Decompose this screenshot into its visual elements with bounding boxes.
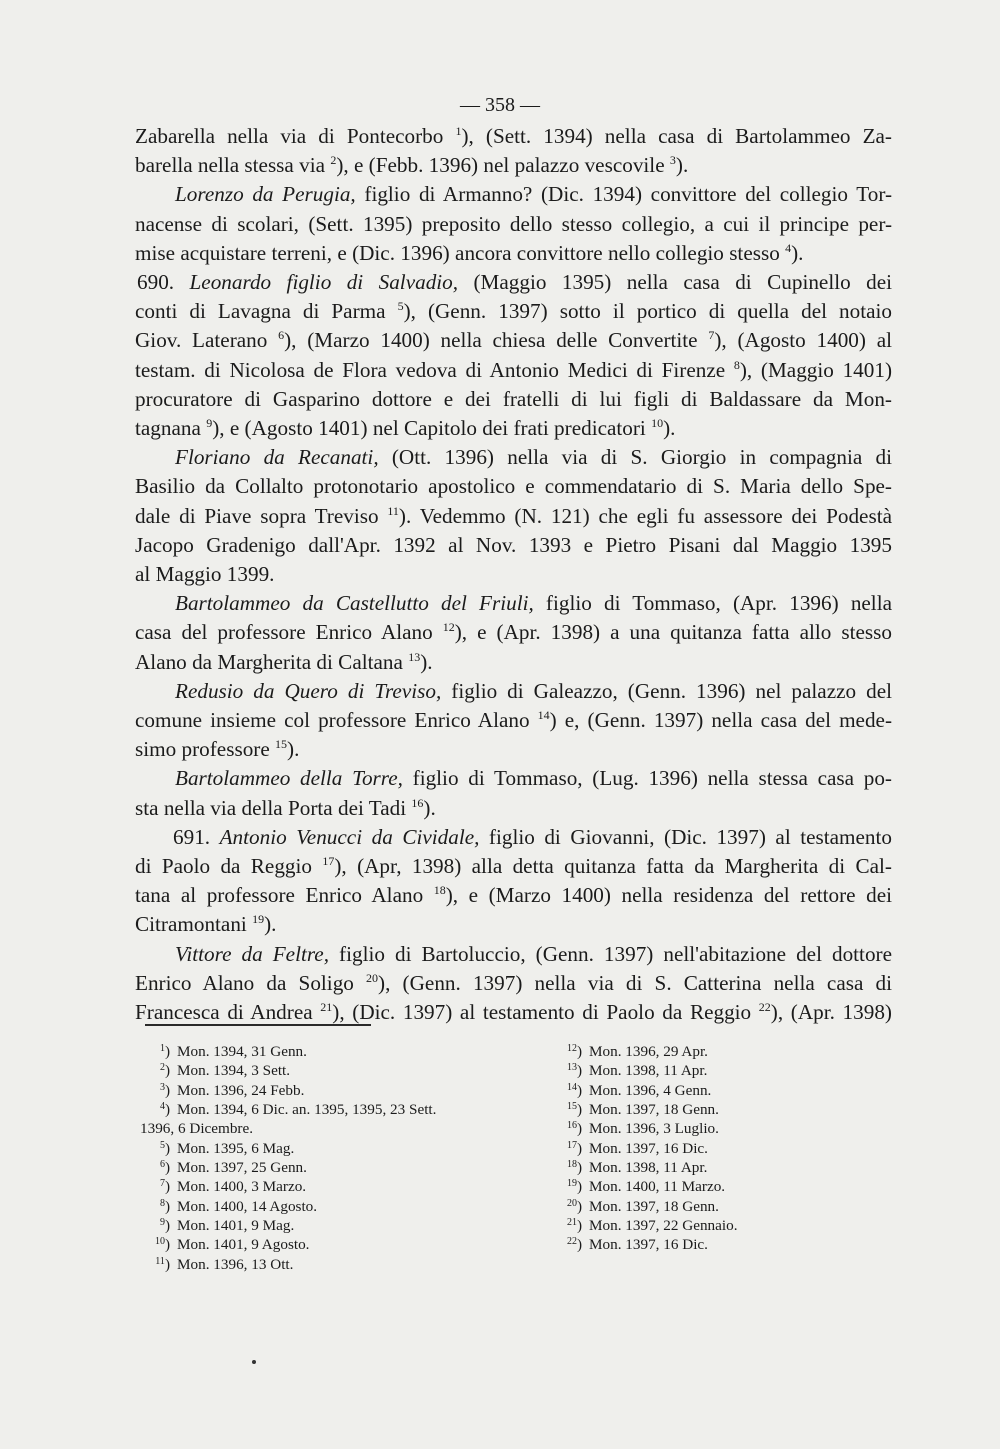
footnote-ref: 3 xyxy=(669,153,676,168)
footnote-ref: 8 xyxy=(733,357,740,372)
text-run: 690. xyxy=(137,270,190,295)
footnote-mark: $^{13}$) xyxy=(566,1062,582,1080)
footnote-text: Mon. 1394, 31 Genn. xyxy=(177,1043,307,1060)
footnote-mark: $^{15}$) xyxy=(566,1101,582,1119)
text-line xyxy=(135,677,892,706)
text-run: ), (Genn. 1397) nella via di S. Catterina nella casa di xyxy=(378,970,893,995)
person-name: Redusio da Quero di Treviso, xyxy=(175,678,442,703)
footnote-text: Mon. 1398, 11 Apr. xyxy=(589,1062,708,1080)
footnote-number: 5 xyxy=(159,1139,165,1151)
footnote-mark: $^1$) xyxy=(159,1043,170,1060)
text-line xyxy=(135,502,892,531)
footnote-number: 6 xyxy=(159,1159,165,1171)
text-line xyxy=(135,472,892,501)
footnote-number: 21 xyxy=(566,1217,577,1229)
text-run: Jacopo Gradenigo dall'Apr. 1392 al Nov. 1393 e Pietro Pisani dal Maggio 1395 xyxy=(135,532,892,557)
footnote xyxy=(552,1119,812,1138)
text-run: ), (Maggio 1401) xyxy=(739,357,893,382)
footnote-mark: $^{11}$) xyxy=(155,1255,170,1273)
person-name: Leonardo figlio di Salvadio, xyxy=(189,270,459,295)
text-run: ). Vedemmo (N. 121) che egli fu assessore dei Podestà xyxy=(398,503,893,528)
footnote-text: Mon. 1398, 11 Apr. xyxy=(589,1159,708,1177)
text-line xyxy=(135,414,892,443)
text-line xyxy=(135,735,892,764)
text-run: 691. xyxy=(173,824,220,849)
text-run: figlio di Tommaso, (Apr. 1396) nella xyxy=(533,591,892,616)
page-number: — 358 — xyxy=(460,94,540,116)
footnote-number: 7 xyxy=(159,1178,165,1190)
text-run: ). xyxy=(264,912,277,937)
footnote-text: Mon. 1395, 6 Mag. xyxy=(177,1139,295,1157)
footnote-ref: 10 xyxy=(651,416,664,431)
footnote xyxy=(140,1255,520,1274)
text-line xyxy=(135,239,892,268)
text-run: barella nella stessa via xyxy=(135,153,331,178)
footnote-mark: $^{20}$) xyxy=(566,1197,582,1215)
footnote-rule xyxy=(145,1024,371,1026)
footnote-ref: 5 xyxy=(397,299,404,314)
text-run: figlio di Armanno? (Dic. 1394) convittore del collegio Tor- xyxy=(355,182,893,207)
text-line xyxy=(135,326,892,355)
footnote-ref: 15 xyxy=(275,737,288,752)
footnote-mark: $^{19}$) xyxy=(566,1178,582,1196)
text-run: ), e (Agosto 1401) nel Capitolo dei frati predicatori xyxy=(212,416,652,441)
text-run: ), (Apr, 1398) alla detta quitanza fatta da Margherita di Cal- xyxy=(334,854,892,879)
footnote-mark: $^{16}$) xyxy=(566,1120,582,1138)
footnote-number: 11 xyxy=(155,1255,165,1267)
text-line xyxy=(135,648,892,677)
footnote-number: 22 xyxy=(566,1236,577,1248)
footnote-number: 14 xyxy=(566,1081,577,1093)
footnote-text: Mon. 1400, 14 Agosto. xyxy=(177,1197,318,1215)
text-line xyxy=(135,940,892,969)
text-line xyxy=(135,356,892,385)
text-run: Enrico Alano da Soligo xyxy=(135,970,367,995)
footnote-mark: $^3$) xyxy=(159,1081,170,1099)
text-line xyxy=(135,297,892,326)
footnote-number: 1 xyxy=(159,1043,165,1054)
text-run: (Maggio 1395) nella casa di Cupinello dei xyxy=(458,270,893,295)
footnote xyxy=(140,1235,520,1254)
footnote-mark: $^9$) xyxy=(159,1217,170,1235)
text-run: figlio di Giovanni, (Dic. 1397) al testamento xyxy=(479,824,893,849)
footnote-mark: $^6$) xyxy=(159,1159,170,1177)
footnote-number: 17 xyxy=(566,1139,577,1151)
footnote xyxy=(552,1061,812,1080)
footnote-ref: 7 xyxy=(708,328,715,343)
footnote-text: Mon. 1394, 6 Dic. an. 1395, 1395, 23 Sett. xyxy=(177,1101,437,1119)
text-line xyxy=(135,151,892,180)
person-name: Lorenzo da Perugia, xyxy=(175,182,356,207)
text-run: ), (Apr. 1398) xyxy=(770,1000,892,1025)
footnote xyxy=(140,1081,520,1100)
footnote-text: Mon. 1397, 22 Gennaio. xyxy=(589,1217,738,1235)
footnote-mark: $^{10}$) xyxy=(154,1236,170,1254)
footnote-number: 19 xyxy=(566,1178,577,1190)
footnote-mark: $^{18}$) xyxy=(566,1159,582,1177)
footnote-mark: $^{14}$) xyxy=(566,1081,582,1099)
footnote-ref: 14 xyxy=(537,708,550,723)
footnote-number: 10 xyxy=(154,1236,165,1248)
footnote-mark: $^5$) xyxy=(159,1139,170,1157)
text-run: ), e (Febb. 1396) nel palazzo vescovile xyxy=(336,153,670,178)
footnote xyxy=(140,1177,520,1196)
text-line xyxy=(135,210,892,239)
text-run: figlio di Tommaso, (Lug. 1396) nella stessa casa po- xyxy=(402,766,892,791)
footnotes-left xyxy=(140,1042,520,1274)
text-run: ), (Sett. 1394) nella casa di Bartolammeo Za- xyxy=(461,124,892,148)
footnote-mark: $^{22}$) xyxy=(566,1236,582,1254)
text-line xyxy=(135,385,892,414)
text-line xyxy=(135,180,892,209)
footnote-number: 13 xyxy=(566,1062,577,1074)
text-run: (Ott. 1396) nella via di S. Giorgio in compagnia di xyxy=(378,445,893,470)
footnote xyxy=(140,1139,520,1158)
footnote-ref: 12 xyxy=(442,620,455,635)
footnote xyxy=(140,1216,520,1235)
footnote xyxy=(552,1197,812,1216)
footnote-text: Mon. 1400, 3 Marzo. xyxy=(177,1178,307,1196)
text-run: tagnana xyxy=(135,416,207,441)
text-run: conti di Lavagna di Parma xyxy=(135,299,398,324)
text-run: ). xyxy=(675,153,689,178)
footnote-ref: 4 xyxy=(785,240,792,255)
footnote-mark: $^8$) xyxy=(159,1197,170,1215)
footnote-ref: 18 xyxy=(433,883,446,898)
text-run: nacense di scolari, (Sett. 1395) preposito dello stesso collegio, a cui il principe per- xyxy=(135,211,892,236)
footnote-mark: $^{17}$) xyxy=(566,1139,582,1157)
text-line xyxy=(135,122,892,151)
text-run: Citramontani xyxy=(135,912,253,937)
footnote xyxy=(140,1042,520,1061)
footnote-ref: 20 xyxy=(366,970,379,985)
text-run: ). xyxy=(287,737,300,762)
footnote-mark: $^7$) xyxy=(159,1178,170,1196)
text-line xyxy=(135,531,892,560)
body-text xyxy=(135,122,892,1027)
person-name: Bartolammeo della Torre, xyxy=(175,766,403,791)
text-run: ), (Dic. 1397) al testamento di Paolo da Reggio xyxy=(332,1000,759,1025)
footnote-number: 15 xyxy=(566,1101,577,1113)
text-run: ). xyxy=(423,795,436,820)
text-run: figlio di Galeazzo, (Genn. 1396) nel palazzo del xyxy=(441,678,892,703)
text-run: testam. di Nicolosa de Flora vedova di Antonio Medici di Firenze xyxy=(135,357,734,382)
footnote-ref: 1 xyxy=(455,124,462,138)
footnote xyxy=(552,1139,812,1158)
footnote-text: Mon. 1396, 4 Genn. xyxy=(589,1081,712,1099)
footnote-number: 9 xyxy=(159,1217,165,1229)
footnote-text: Mon. 1396, 29 Apr. xyxy=(589,1043,708,1060)
text-run: procuratore di Gasparino dottore e dei fratelli di lui figli di Baldassare da Mon- xyxy=(135,386,892,411)
footnote-ref: 16 xyxy=(411,795,424,810)
text-line xyxy=(135,998,892,1027)
footnote-ref: 13 xyxy=(408,649,421,664)
text-run: ), (Agosto 1400) al xyxy=(714,328,893,353)
footnote xyxy=(552,1100,812,1119)
footnote xyxy=(140,1197,520,1216)
text-line xyxy=(135,589,892,618)
footnote-ref: 17 xyxy=(322,854,335,869)
footnote-ref: 2 xyxy=(330,153,337,168)
text-run: ). xyxy=(420,649,433,674)
text-line xyxy=(135,764,892,793)
text-run: di Paolo da Reggio xyxy=(135,854,323,879)
footnote-ref: 21 xyxy=(320,1000,333,1015)
text-run: Zabarella nella via di Pontecorbo xyxy=(135,124,456,148)
text-line xyxy=(135,268,892,297)
footnotes-right xyxy=(552,1042,812,1255)
footnote-number: 2 xyxy=(159,1062,165,1074)
footnote xyxy=(552,1042,812,1061)
footnote xyxy=(140,1119,520,1138)
person-name: Antonio Venucci da Cividale, xyxy=(219,824,480,849)
footnote xyxy=(552,1177,812,1196)
footnote-number: 3 xyxy=(159,1081,165,1093)
footnote xyxy=(552,1235,812,1254)
footnote-text: Mon. 1400, 11 Marzo. xyxy=(589,1178,726,1196)
footnote-ref: 9 xyxy=(206,416,213,431)
footnote-number: 4 xyxy=(159,1101,165,1113)
person-name: Bartolammeo da Castellutto del Friuli, xyxy=(175,591,534,616)
footnote-ref: 6 xyxy=(278,328,285,343)
text-run: Basilio da Collalto protonotario apostolico e commendatario di S. Maria dello Spe- xyxy=(135,474,892,499)
footnote-text: Mon. 1397, 16 Dic. xyxy=(589,1236,708,1254)
text-run: ). xyxy=(663,416,676,441)
text-line xyxy=(135,443,892,472)
text-line xyxy=(135,881,892,910)
footnote-text: Mon. 1396, 13 Ott. xyxy=(177,1255,294,1273)
footnote-text: Mon. 1397, 25 Genn. xyxy=(177,1159,307,1177)
footnote-number: 20 xyxy=(566,1197,577,1209)
text-run: casa del professore Enrico Alano xyxy=(135,620,443,645)
text-run: comune insieme col professore Enrico Alano xyxy=(135,708,538,733)
footnote-mark: $^2$) xyxy=(159,1062,170,1080)
footnote xyxy=(552,1216,812,1235)
footnote-text: Mon. 1401, 9 Agosto. xyxy=(177,1236,310,1254)
text-run: Giov. Laterano xyxy=(135,328,279,353)
text-run: Francesca di Andrea xyxy=(135,1000,321,1025)
text-run: ), e (Marzo 1400) nella residenza del rettore dei xyxy=(445,883,892,908)
text-run: simo professore xyxy=(135,737,276,762)
footnote-text: Mon. 1401, 9 Mag. xyxy=(177,1217,295,1235)
person-name: Floriano da Recanati, xyxy=(175,445,379,470)
footnote-text: Mon. 1397, 18 Genn. xyxy=(589,1101,719,1119)
text-run: mise acquistare terreni, e (Dic. 1396) ancora convittore nello collegio stesso xyxy=(135,240,786,265)
footnote-mark: $^4$) xyxy=(159,1101,170,1119)
footnote-text: 1396, 6 Dicembre. xyxy=(140,1120,254,1138)
ink-speck xyxy=(252,1360,256,1364)
text-run: ) e, (Genn. 1397) nella casa del mede- xyxy=(549,708,893,733)
text-line xyxy=(135,560,892,589)
text-line xyxy=(135,852,892,881)
footnote-ref: 11 xyxy=(387,503,399,518)
footnote-number: 16 xyxy=(566,1120,577,1132)
text-line xyxy=(135,618,892,647)
text-line xyxy=(135,706,892,735)
text-run: ), (Marzo 1400) nella chiesa delle Convertite xyxy=(284,328,709,353)
footnote xyxy=(552,1081,812,1100)
footnote-ref: 22 xyxy=(758,1000,771,1015)
footnote xyxy=(552,1158,812,1177)
text-line xyxy=(135,910,892,939)
person-name: Vittore da Feltre, xyxy=(175,941,330,966)
footnote-text: Mon. 1396, 24 Febb. xyxy=(177,1081,305,1099)
footnote-text: Mon. 1397, 16 Dic. xyxy=(589,1139,708,1157)
text-run: dale di Piave sopra Treviso xyxy=(135,503,388,528)
text-line xyxy=(135,969,892,998)
footnote xyxy=(140,1061,520,1080)
text-run: tana al professore Enrico Alano xyxy=(135,883,434,908)
footnote-ref: 19 xyxy=(252,912,265,927)
footnote-text: Mon. 1394, 3 Sett. xyxy=(177,1062,291,1080)
text-run: figlio di Bartoluccio, (Genn. 1397) nell'abitazione del dottore xyxy=(329,941,892,966)
footnote xyxy=(140,1158,520,1177)
footnote-number: 8 xyxy=(159,1197,165,1209)
footnote-mark: $^{21}$) xyxy=(566,1217,582,1235)
text-run: ), (Genn. 1397) sotto il portico di quella del notaio xyxy=(403,299,892,324)
footnote-number: 18 xyxy=(566,1159,577,1171)
text-run: al Maggio 1399. xyxy=(135,562,275,587)
text-line xyxy=(135,823,892,852)
footnote-text: Mon. 1397, 18 Genn. xyxy=(589,1197,719,1215)
text-line xyxy=(135,794,892,823)
text-run: ), e (Apr. 1398) a una quitanza fatta allo stesso xyxy=(454,620,892,645)
text-run: Alano da Margherita di Caltana xyxy=(135,649,409,674)
footnote-number: 12 xyxy=(566,1043,577,1054)
text-run: ). xyxy=(791,240,804,265)
footnote-mark: $^{12}$) xyxy=(566,1043,582,1060)
text-run: sta nella via della Porta dei Tadi xyxy=(135,795,412,820)
footnote-text: Mon. 1396, 3 Luglio. xyxy=(589,1120,719,1138)
footnote xyxy=(140,1100,520,1119)
